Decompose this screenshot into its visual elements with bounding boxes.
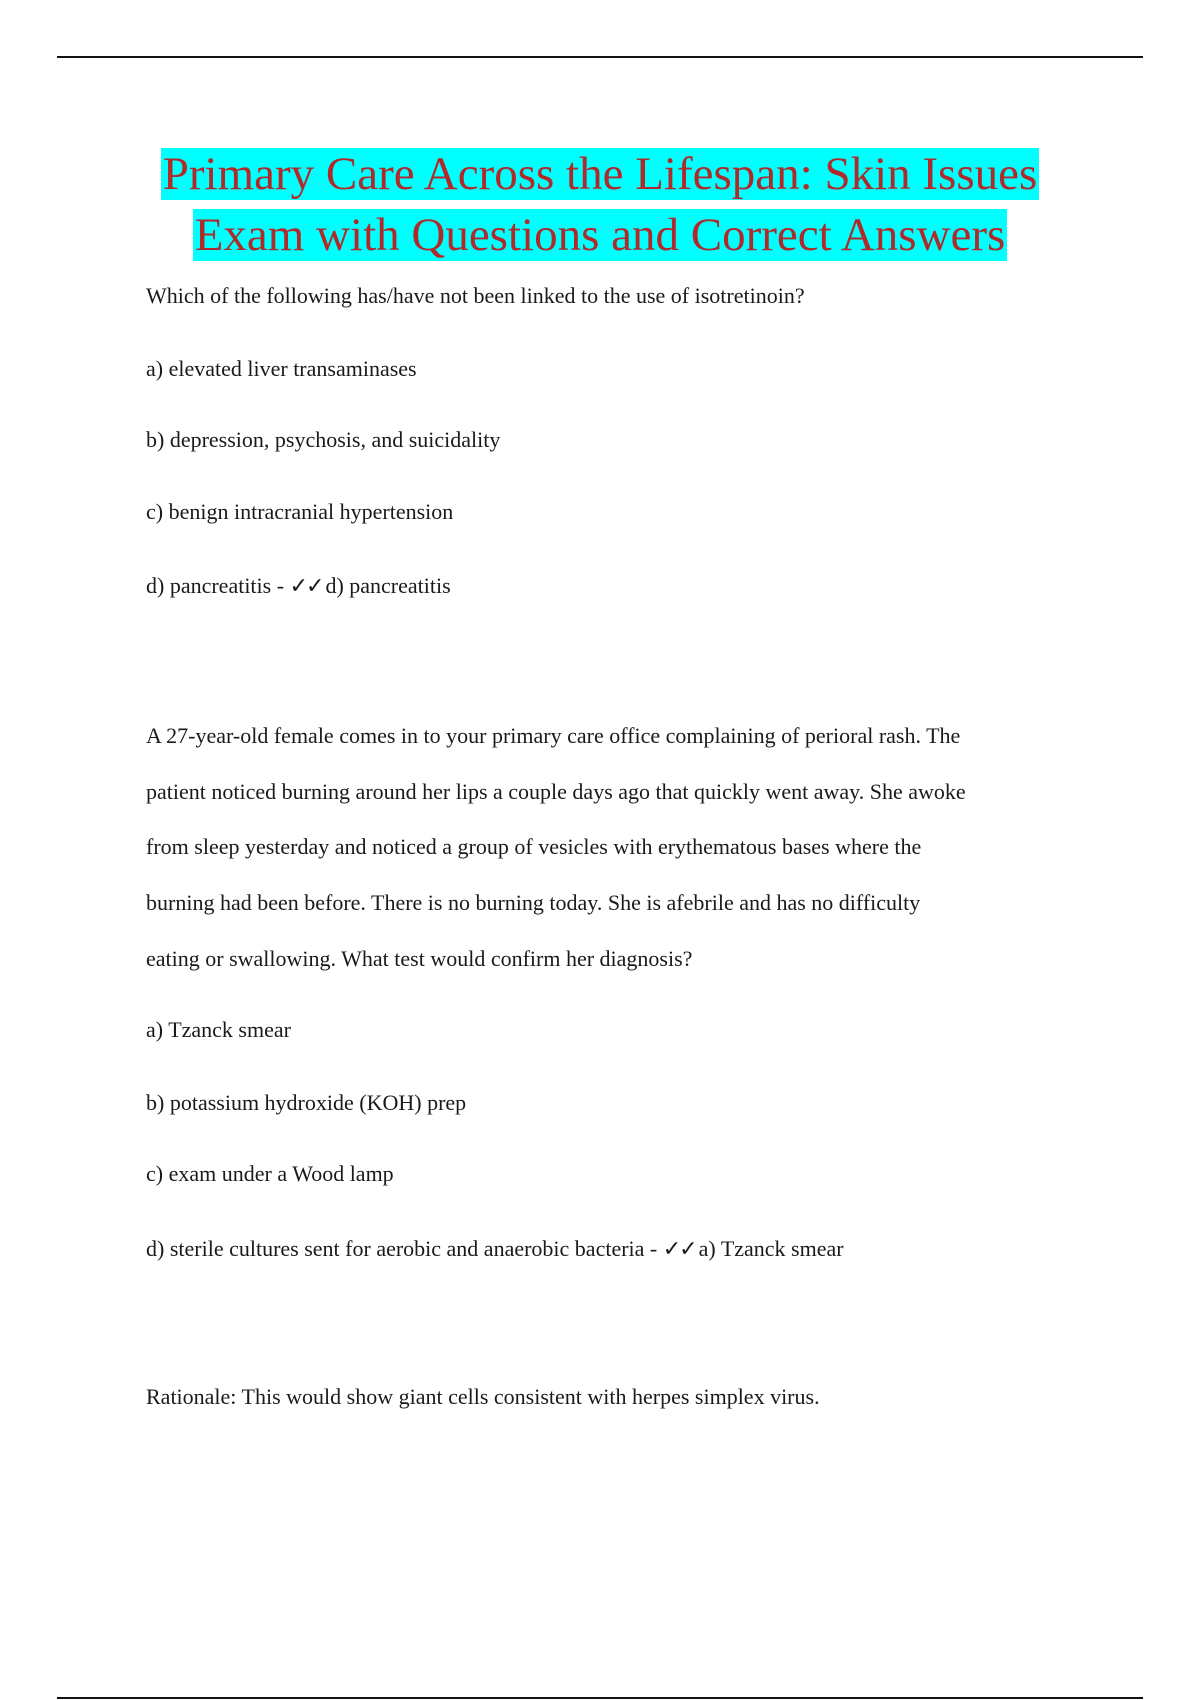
double-check-icon: ✓✓: [662, 1237, 696, 1262]
question-2-line-4: burning had been before. There is no burning today. She is afebrile and has no difficulty: [146, 890, 921, 915]
question-2-line-1: A 27-year-old female comes in to your primary care office complaining of perioral rash. The: [146, 723, 961, 748]
question-1-option-d-row: [146, 571, 451, 602]
question-1-text: Which of the following has/have not been linked to the use of isotretinoin?: [146, 283, 805, 308]
question-1-option-d: d) pancreatitis -: [146, 573, 285, 598]
document-title: [60, 144, 1140, 266]
question-1-option-b: b) depression, psychosis, and suicidality: [146, 427, 501, 452]
question-2-line-2: patient noticed burning around her lips a couple days ago that quickly went away. She awoke: [146, 779, 966, 804]
question-2-option-d-row: [146, 1234, 844, 1265]
title-line-2: Exam with Questions and Correct Answers: [194, 209, 1006, 261]
question-2-option-d: d) sterile cultures sent for aerobic and anaerobic bacteria -: [146, 1236, 658, 1261]
question-1-option-a: a) elevated liver transaminases: [146, 356, 417, 381]
question-2-rationale: Rationale: This would show giant cells consistent with herpes simplex virus.: [146, 1384, 820, 1409]
question-1-answer: d) pancreatitis: [325, 573, 451, 598]
header-rule: [57, 56, 1143, 58]
footer-rule: [57, 1697, 1143, 1699]
question-2-line-3: from sleep yesterday and noticed a group of vesicles with erythematous bases where the: [146, 834, 922, 859]
question-2-option-b: b) potassium hydroxide (KOH) prep: [146, 1090, 467, 1115]
question-2-option-c: c) exam under a Wood lamp: [146, 1161, 394, 1186]
double-check-icon: ✓✓: [289, 574, 323, 599]
question-1-option-c: c) benign intracranial hypertension: [146, 499, 454, 524]
question-2-option-a: a) Tzanck smear: [146, 1017, 291, 1042]
question-2-line-5: eating or swallowing. What test would confirm her diagnosis?: [146, 946, 693, 971]
title-line-1: Primary Care Across the Lifespan: Skin Issues: [162, 148, 1038, 200]
question-2-answer: a) Tzanck smear: [698, 1236, 844, 1261]
